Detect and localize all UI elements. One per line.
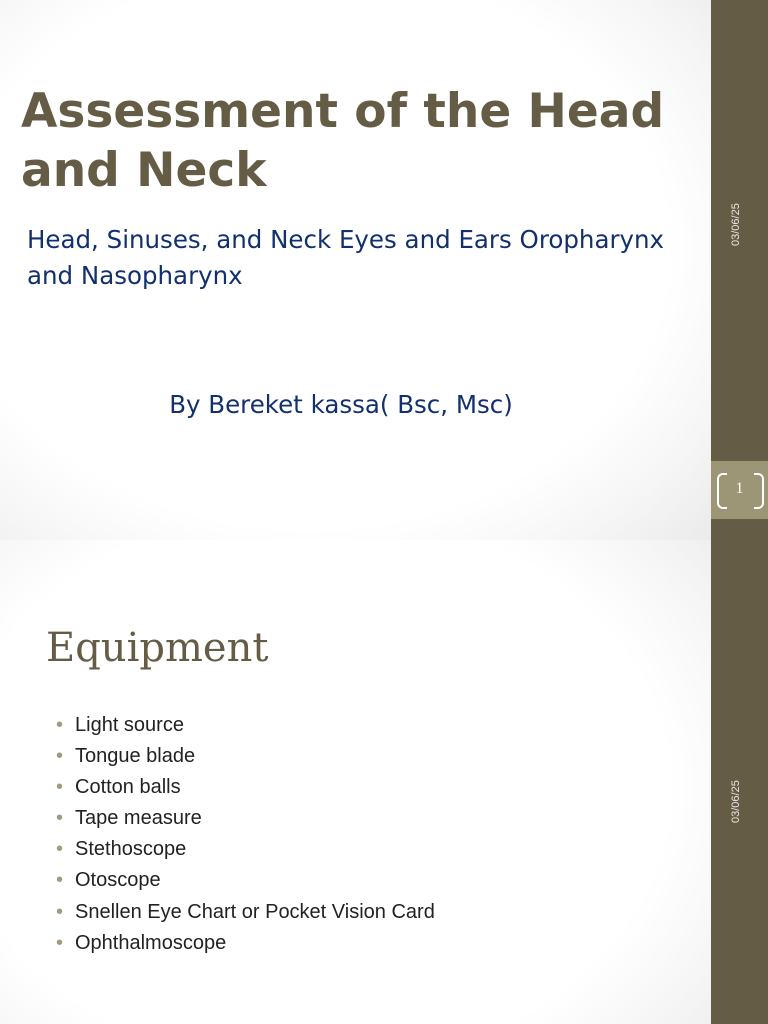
bullet-icon: • <box>56 807 64 830</box>
list-item <box>56 897 435 928</box>
slide-date: 03/06/25 <box>730 780 742 824</box>
list-item-label: Light source <box>75 714 184 736</box>
bullet-icon: • <box>56 714 64 736</box>
list-item-label: Stethoscope <box>75 838 187 861</box>
bullet-icon: • <box>56 838 64 861</box>
bullet-icon: • <box>56 869 64 892</box>
list-item <box>56 834 435 865</box>
bullet-icon: • <box>56 900 64 923</box>
list-item <box>56 772 435 803</box>
slide-date: 03/06/25 <box>730 203 742 247</box>
list-item-label: Cotton balls <box>75 776 181 799</box>
list-item-label: Tape measure <box>75 807 202 830</box>
page-number: 1 <box>735 480 744 497</box>
equipment-list <box>56 710 435 959</box>
bullet-icon: • <box>56 745 64 768</box>
slide-subtitle: Head, Sinuses, and Neck Eyes and Ears Oropharynx and Nasopharynx <box>27 225 665 290</box>
slide-2 <box>0 540 768 1024</box>
list-item <box>56 803 435 834</box>
bullet-icon: • <box>56 776 64 799</box>
bullet-icon: • <box>56 931 64 954</box>
page-number-tab <box>711 461 768 519</box>
bracket-right-icon <box>754 473 764 509</box>
list-item-label: Tongue blade <box>75 745 196 768</box>
list-item <box>56 741 435 772</box>
list-item-label: Ophthalmoscope <box>75 931 227 954</box>
list-item <box>56 710 435 741</box>
slide-title: Assessment of the Head and Neck <box>21 84 665 198</box>
author-line: By Bereket kassa( Bsc, Msc) <box>169 390 513 419</box>
list-item <box>56 928 435 959</box>
list-item <box>56 865 435 896</box>
list-item-label: Snellen Eye Chart or Pocket Vision Card <box>75 900 435 923</box>
side-accent-bar <box>711 0 768 576</box>
side-accent-bar <box>711 540 768 1024</box>
slide-heading: Equipment <box>46 625 269 671</box>
list-item-label: Otoscope <box>75 869 161 892</box>
